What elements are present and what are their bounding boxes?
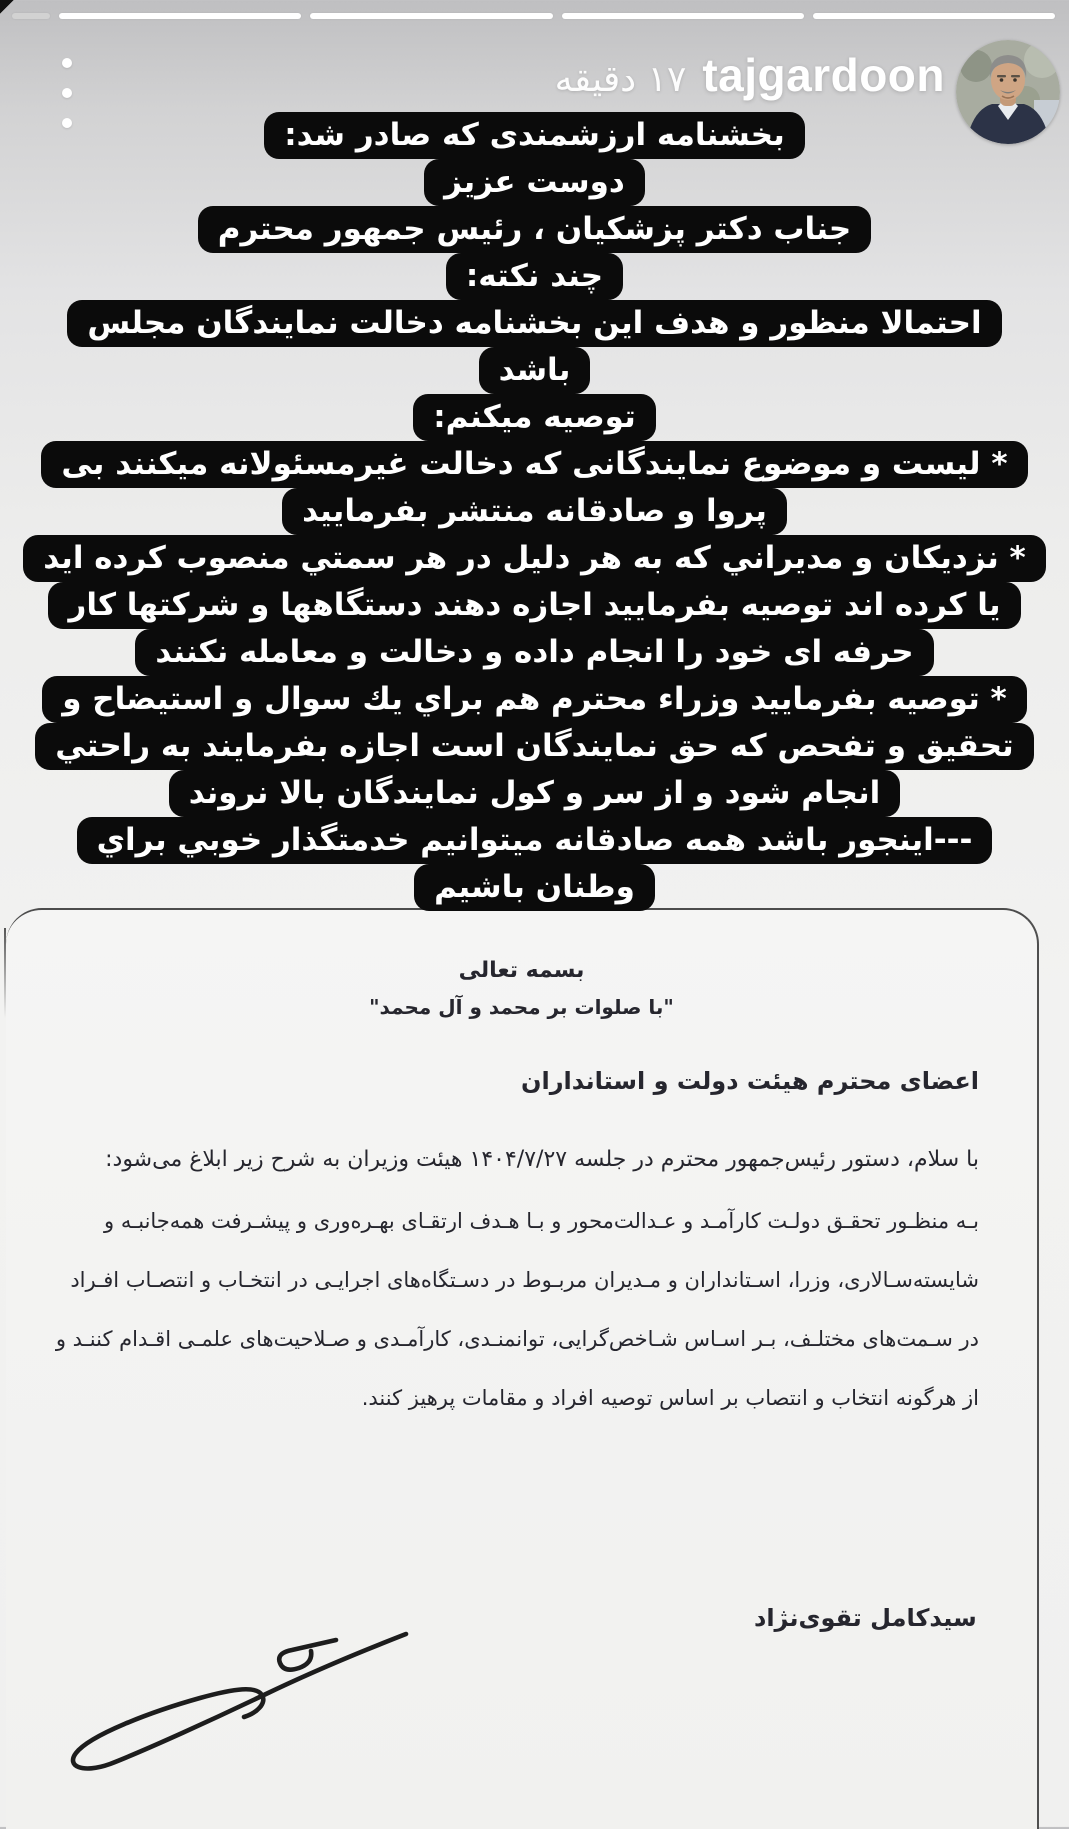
story-progress-segment	[310, 13, 552, 19]
caption-line: پروا و صادقانه منتشر بفرمایید	[282, 488, 787, 535]
document-body-line: شایسته‌سـالاری، وزرا، اسـتانداران و مـدیران مربـوط در دسـتگاه‌های اجرایـی در انتخـاب و انتصـاب افـراد	[70, 1268, 979, 1292]
caption-line: * نزدیکان و مدیراني که به هر دلیل در هر سمتي منصوب کرده اید	[23, 535, 1045, 582]
caption-line: توصیه میکنم:	[413, 394, 656, 441]
document-bismillah: بسمه تعالی	[458, 958, 585, 983]
caption-line: جناب دکتر پزشکیان ، رئیس جمهور محترم	[198, 206, 871, 253]
caption-line: دوست عزیز	[424, 159, 645, 206]
caption-line: حرفه ای خود را انجام داده و دخالت و معامله نکنند	[135, 629, 933, 676]
caption-line: تحقیق و تفحص که حق نمایندگان است اجازه بفرمایند به راحتي	[35, 723, 1033, 770]
caption-line: باشد	[479, 347, 591, 394]
caption-line: چند نکته:	[446, 253, 623, 300]
screenshot-corner-artifact	[0, 0, 14, 14]
caption-line: * لیست و موضوع نمایندگانی که دخالت غیرمسئولانه میکنند بی	[41, 441, 1027, 488]
handwritten-signature	[54, 1626, 414, 1781]
story-timestamp: ۱۷ دقیقه	[554, 59, 687, 100]
signatory-name: سیدکامل تقوی‌نژاد	[754, 1604, 977, 1632]
story-caption-overlay	[0, 112, 1069, 911]
caption-line: احتمالا منظور و هدف این بخشنامه دخالت نمایندگان مجلس	[67, 300, 1001, 347]
document-body-line: بـه منظـور تحقـق دولـت کارآمـد و عـدالت‌محور و بـا هـدف ارتقـای بهـره‌وری و پیشـرفت همه‌جانبـه و	[104, 1209, 979, 1233]
document-body-line: از هرگونه انتخاب و انتصاب بر اساس توصیه افراد و مقامات پرهیز کنند.	[361, 1386, 979, 1410]
username[interactable]: tajgardoon	[702, 49, 945, 101]
story-progress-segment	[813, 13, 1055, 19]
document-salawat: "با صلوات بر محمد و آل محمد"	[369, 995, 674, 1019]
caption-line: انجام شود و از سر و کول نمایندگان بالا نروند	[169, 770, 901, 817]
caption-line: وطنان باشیم	[414, 864, 655, 911]
caption-line: یا کرده اند توصیه بفرمایید اجازه دهند دستگاهها و شرکتها کار	[48, 582, 1020, 629]
document-body-line: در سـمت‌های مختلـف، بـر اسـاس شـاخص‌گرایی، توانمنـدی، کارآمـدی و صـلاحیت‌های علمـی اقـدام کننـد و	[55, 1327, 979, 1351]
document-intro: با سلام، دستور رئیس‌جمهور محترم در جلسه ۱۴۰۴/۷/۲۷ هیئت وزیران به شرح زیر ابلاغ می‌شود:	[105, 1147, 979, 1172]
story-progress-segment	[562, 13, 804, 19]
scanned-document	[6, 908, 1039, 1829]
caption-line: * توصیه بفرمایید وزراء محترم هم براي یك سوال و استیضاح و	[42, 676, 1027, 723]
story-progress-segment	[59, 13, 301, 19]
story-progress-bar	[12, 13, 1055, 19]
caption-line: ---اینجور باشد همه صادقانه میتوانیم خدمتگذار خوبي براي	[77, 817, 993, 864]
caption-line: بخشنامه ارزشمندی که صادر شد:	[264, 112, 805, 159]
document-body	[55, 1192, 979, 1428]
document-addressee: اعضای محترم هیئت دولت و استانداران	[520, 1067, 979, 1095]
story-progress-segment	[12, 13, 50, 19]
